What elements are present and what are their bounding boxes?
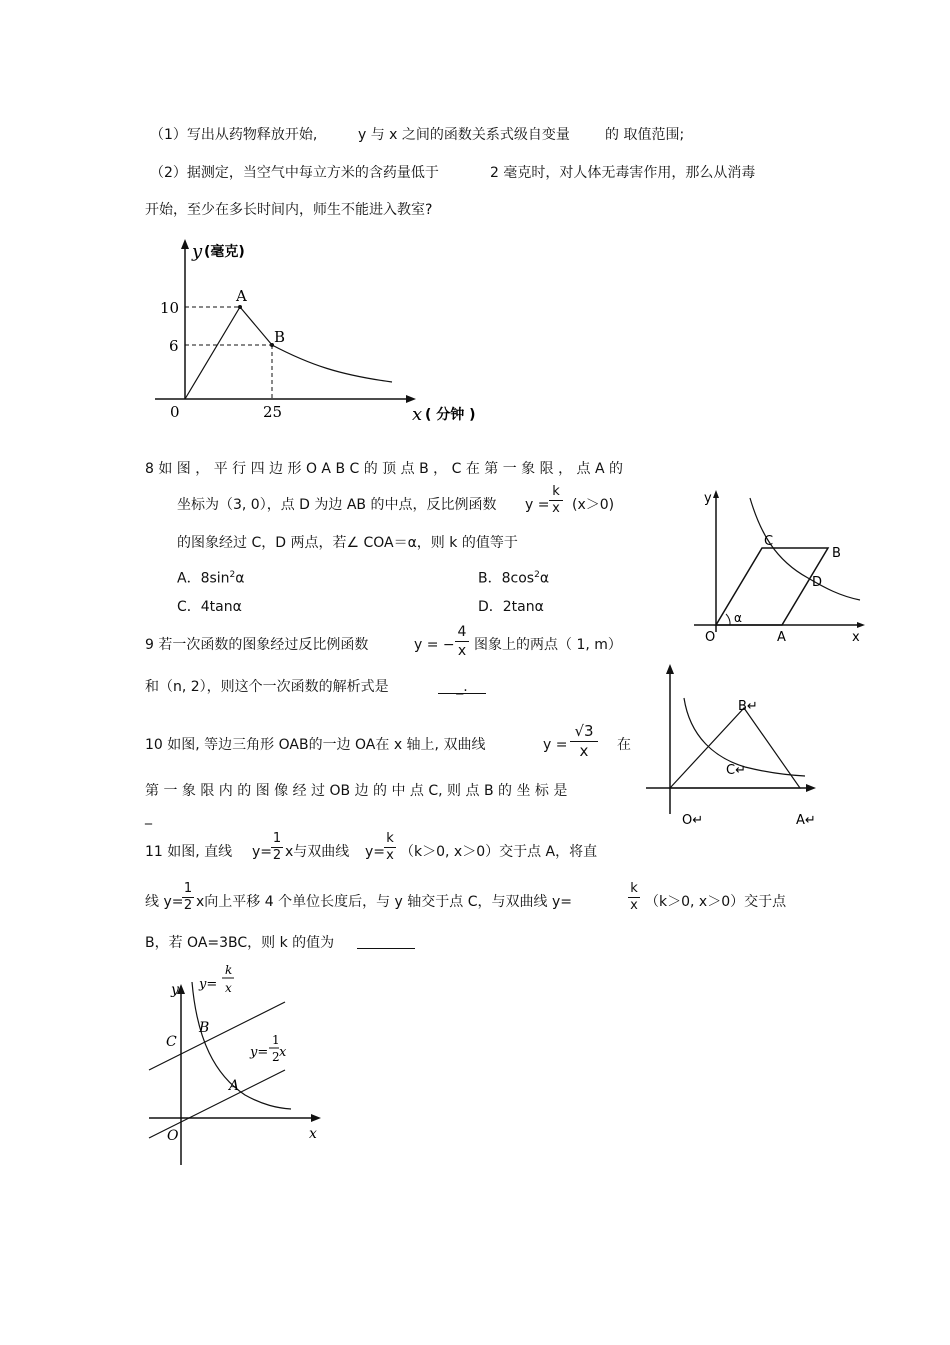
q11-frac2-den: x — [386, 848, 394, 863]
q7-part2-b: 2 毫克时，对人体无毒害作用，那么从消毒 — [490, 165, 756, 181]
q8-y-arrow-icon — [713, 490, 719, 498]
q11-line2-b: x向上平移 4 个单位长度后，与 y 轴交于点 C，与双曲线 y= — [196, 894, 572, 910]
q8-angle-arc — [726, 614, 730, 625]
q7-graph — [150, 235, 490, 430]
q7-y-unit: (毫克) — [204, 244, 245, 260]
q11-frac3-den: 2 — [183, 898, 193, 913]
q8-hyperbola — [750, 498, 860, 600]
q9-frac-num: 4 — [457, 624, 467, 640]
q11-line-label-x: x — [279, 1045, 287, 1060]
q8-line2-a: 坐标为（3, 0），点 D 为边 AB 的中点，反比例函数 — [177, 497, 497, 513]
q9-line1-a: 9 若一次函数的图象经过反比例函数 — [145, 637, 369, 653]
q7-line-oab — [185, 307, 272, 399]
q10-line1-b: 在 — [617, 737, 631, 753]
q7-tick-10: 10 — [160, 299, 180, 317]
q11-line3: B，若 OA=3BC，则 k 的值为 — [145, 935, 335, 951]
q11-frac1 — [271, 832, 283, 863]
q10-line3: _ — [145, 809, 152, 825]
q9-answer-blank: _. — [438, 679, 486, 694]
q11-label-o: O — [167, 1128, 179, 1144]
q8-line3: 的图象经过 C，D 两点，若∠ COA＝α，则 k 的值等于 — [177, 535, 518, 551]
q8-label-alpha: α — [734, 611, 742, 625]
q11-eq2-y: y= — [365, 844, 386, 860]
q9-line1-b: 图象上的两点（ 1, m） — [474, 637, 622, 653]
q11-curve-label-y: y= — [199, 977, 218, 992]
q11-label-x: x — [309, 1126, 317, 1142]
q11-line1-a: 11 如图, 直线 — [145, 844, 233, 860]
q9-line2-a: 和（n, 2），则这个一次函数的解析式是 — [145, 679, 389, 695]
q7-point-a-dot — [238, 305, 242, 309]
q7-point-a-label: A — [236, 287, 247, 305]
q10-frac-num: √3 — [574, 722, 594, 740]
q11-label-b: B — [199, 1020, 210, 1036]
q7-part2-c: 开始，至少在多长时间内，师生不能进入教室? — [145, 202, 433, 218]
q8-option-b: B．$8\cos^2\alpha$ — [478, 570, 550, 587]
q11-eq1-y: y= — [252, 844, 273, 860]
q11-x-arrow-icon — [311, 1114, 321, 1122]
q8-label-y: y — [704, 491, 712, 506]
q7-x-label: x — [412, 404, 423, 425]
q7-part1-b: y 与 x 之间的函数关系式级自变量 — [358, 127, 570, 143]
q11-line-label-den: 2 — [272, 1050, 280, 1064]
q8-label-c: C — [764, 534, 774, 549]
q8-eq-y: y = — [525, 497, 550, 513]
q7-tick-0: 0 — [170, 403, 180, 421]
q11-figure — [145, 960, 330, 1172]
q11-label-y: y — [171, 982, 179, 998]
q11-line-label-num: 1 — [272, 1033, 280, 1047]
q11-frac3 — [182, 882, 194, 913]
q11-curve-label-den: x — [225, 981, 232, 995]
q10-fraction — [570, 723, 598, 760]
q7-part1-a: （1）写出从药物释放开始, — [150, 127, 318, 143]
q11-frac4 — [628, 882, 640, 913]
q8-label-d: D — [812, 575, 823, 590]
q7-x-unit: ( 分钟 ) — [425, 407, 476, 423]
q7-part2-a: （2）据测定，当空气中每立方米的含药量低于 — [150, 165, 439, 181]
q9-fraction — [455, 624, 469, 659]
q10-x-arrow-icon — [806, 784, 816, 792]
q11-frac4-num: k — [630, 881, 638, 896]
q10-eq-y: y = — [543, 737, 568, 753]
q11-label-c: C — [166, 1034, 177, 1050]
q8-fraction — [549, 485, 563, 516]
q10-line2: 第 一 象 限 内 的 图 像 经 过 OB 边 的 中 点 C, 则 点 B 的 坐 标 是 — [145, 783, 568, 799]
q8-label-a: A — [777, 630, 786, 645]
q8-line1: 8 如 图 ， 平 行 四 边 形 O A B C 的 顶 点 B ， C 在 第 一 象 限 ， 点 A 的 — [145, 461, 623, 477]
q11-frac2-num: k — [386, 831, 394, 846]
q10-label-b: B↵ — [738, 699, 758, 714]
q10-frac-den: x — [579, 742, 589, 760]
q10-y-arrow-icon — [666, 664, 674, 674]
q11-frac3-num: 1 — [183, 881, 193, 896]
q8-option-c: C．4tanα — [177, 599, 242, 615]
q9-eq-y: y = − — [414, 637, 455, 653]
q11-line1-b: （k＞0, x＞0）交于点 A，将直 — [400, 844, 598, 860]
q8-line2-b: (x＞0) — [572, 497, 615, 513]
q11-eq1-x: x与双曲线 — [285, 844, 350, 860]
q10-label-o: O↵ — [682, 813, 704, 828]
q7-part1-c: 的 取值范围; — [605, 127, 685, 143]
q8-option-a: A．$8\sin^2\alpha$ — [177, 570, 245, 587]
q11-label-a: A — [229, 1078, 240, 1094]
q10-label-c: C↵ — [726, 763, 746, 778]
q7-curve — [272, 345, 392, 382]
q7-x-arrow-icon — [406, 395, 416, 403]
q7-tick-6: 6 — [169, 337, 179, 355]
q11-line-label-y: y= — [250, 1045, 269, 1060]
q11-frac1-num: 1 — [272, 831, 282, 846]
q7-tick-25: 25 — [263, 403, 283, 421]
q8-label-o: O — [705, 630, 716, 645]
q11-answer-blank — [357, 934, 415, 949]
q8-frac-num: k — [552, 484, 560, 499]
q11-frac2 — [384, 832, 396, 863]
q11-curve-label-num: k — [225, 963, 233, 977]
q8-option-d: D．2tanα — [478, 599, 544, 615]
q10-label-a: A↵ — [796, 813, 816, 828]
q11-frac1-den: 2 — [272, 848, 282, 863]
q10-line1-a: 10 如图, 等边三角形 OAB的一边 OA在 x 轴上, 双曲线 — [145, 737, 486, 753]
q7-point-b-label: B — [274, 328, 286, 346]
q11-line2-a: 线 y= — [145, 894, 184, 910]
q9-frac-den: x — [457, 643, 467, 659]
q8-figure — [690, 482, 870, 647]
q8-x-arrow-icon — [857, 622, 865, 628]
q10-figure — [640, 662, 825, 830]
q7-y-label: y — [192, 241, 203, 262]
q11-line2-c: （k＞0, x＞0）交于点 — [645, 894, 787, 910]
q11-frac4-den: x — [630, 898, 638, 913]
q8-label-x: x — [852, 630, 860, 645]
q7-y-arrow-icon — [181, 239, 189, 249]
q8-frac-den: x — [552, 501, 560, 516]
q8-label-b: B — [832, 546, 841, 561]
